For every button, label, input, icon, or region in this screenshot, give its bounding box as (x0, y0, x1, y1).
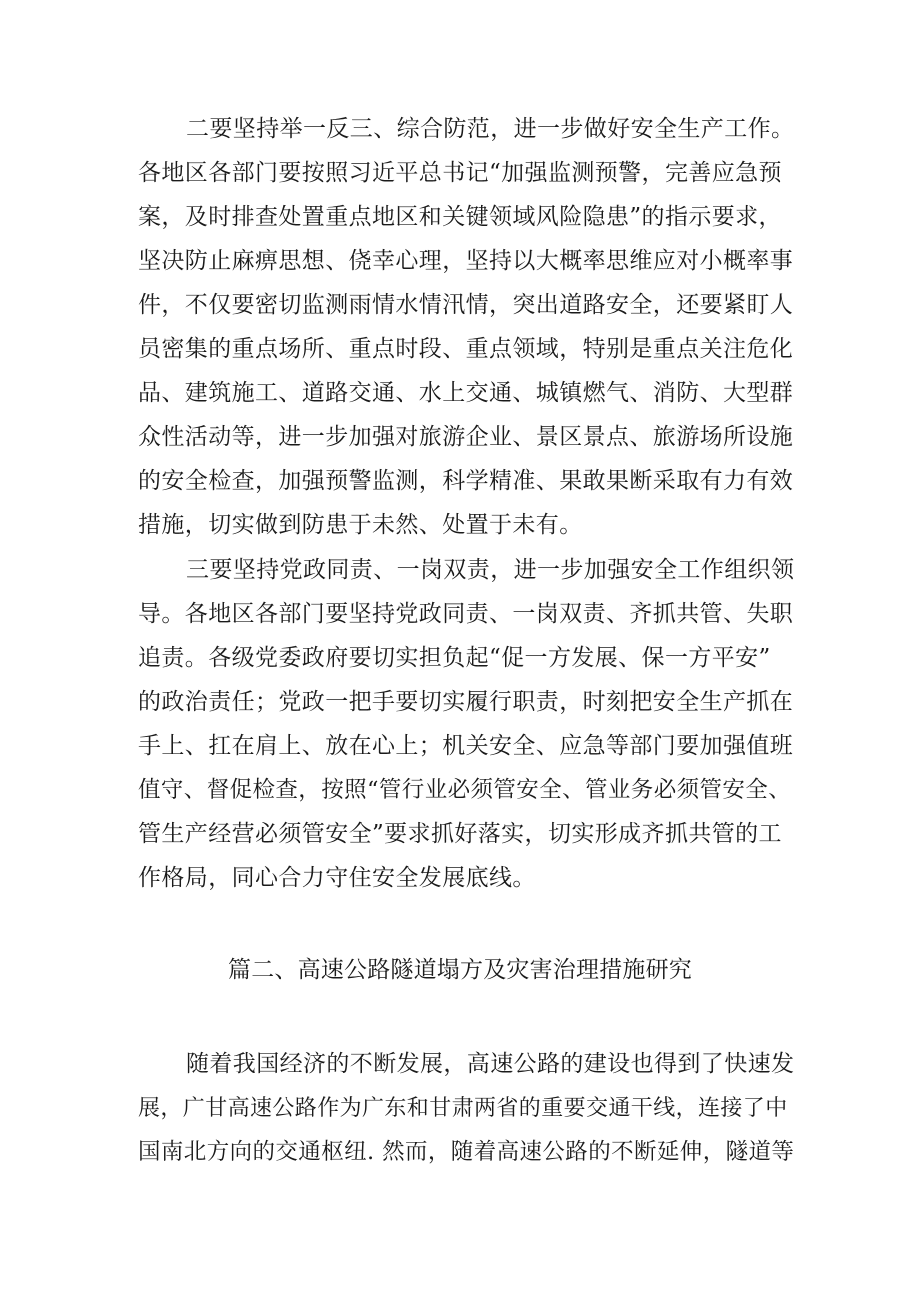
paragraph-line: 坚决防止麻痹思想、侥幸心理，坚持以大概率思维应对小概率事 (138, 248, 794, 274)
paragraph-line: 管生产经营必须管安全”要求抓好落实，切实形成齐抓共管的工 (138, 821, 782, 847)
paragraph-line: 展，广甘高速公路作为广东和甘肃两省的重要交通干线，连接了中 (138, 1096, 788, 1121)
paragraph-line: 案，及时排查处置重点地区和关键领域风险隐患”的指示要求， (138, 204, 782, 230)
paragraph-line: 导。各地区各部门要坚持党政同责、一岗双责、齐抓共管、失职 (138, 601, 794, 627)
paragraph-line: 的政治责任；党政一把手要切实履行职责，时刻把安全生产抓在 (138, 689, 794, 715)
paragraph-line: 二要坚持举一反三、综合防范，进一步做好安全生产工作。 (186, 116, 795, 142)
paragraph-line: 员密集的重点场所、重点时段、重点领域，特别是重点关注危化 (138, 336, 794, 362)
paragraph-line: 三要坚持党政同责、一岗双责，进一步加强安全工作组织领 (186, 557, 795, 583)
paragraph-line: 追责。各级党委政府要切实担负起“促一方发展、保一方平安” (138, 645, 771, 671)
paragraph-line: 众性活动等，进一步加强对旅游企业、景区景点、旅游场所设施 (138, 424, 794, 450)
paragraph-line: 措施，切实做到防患于未然、处置于未有。 (138, 512, 583, 538)
paragraph-line: 作格局，同心合力守住安全发展底线。 (138, 865, 536, 891)
paragraph-line: 手上、扛在肩上、放在心上；机关安全、应急等部门要加强值班 (138, 733, 794, 759)
paragraph-line: 随着我国经济的不断发展，高速公路的建设也得到了快速发 (186, 1051, 795, 1077)
paragraph-line: 国南北方向的交通枢纽. 然而，随着高速公路的不断延伸，隧道等 (138, 1139, 795, 1165)
paragraph-line: 品、建筑施工、道路交通、水上交通、城镇燃气、消防、大型群 (138, 380, 794, 406)
paragraph-line: 的安全检查，加强预警监测，科学精准、果敢果断采取有力有效 (138, 468, 794, 494)
paragraph-line: 值守、督促检查，按照“管行业必须管安全、管业务必须管安全、 (138, 777, 792, 803)
section-heading: 篇二、高速公路隧道塌方及灾害治理措施研究 (228, 957, 692, 983)
paragraph-line: 各地区各部门要按照习近平总书记“加强监测预警，完善应急预 (138, 160, 782, 186)
paragraph-line: 件，不仅要密切监测雨情水情汛情，突出道路安全，还要紧盯人 (138, 292, 794, 318)
